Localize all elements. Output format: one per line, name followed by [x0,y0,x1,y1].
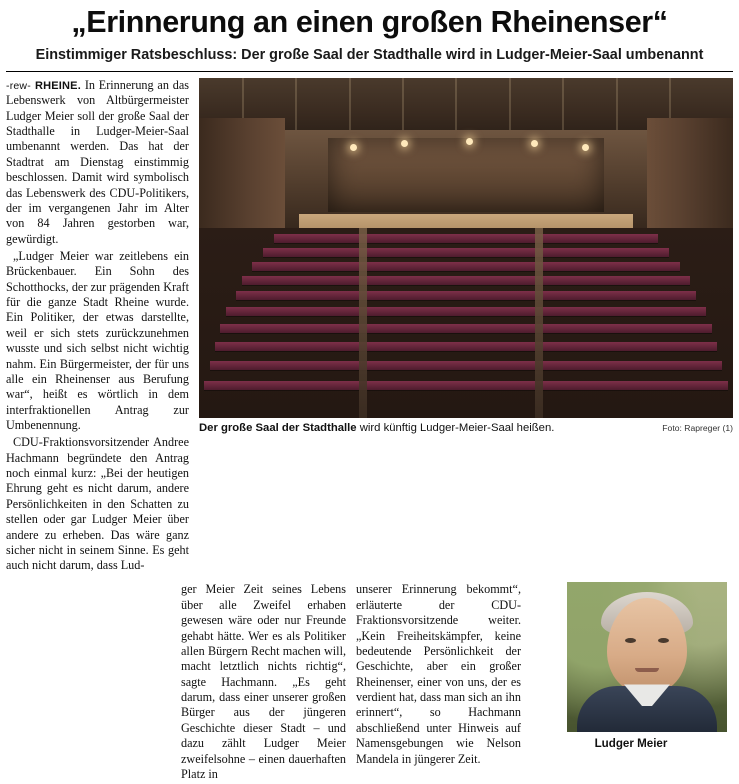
hall-photo-block [199,78,733,576]
article-column-2 [181,582,346,784]
paragraph: „Ludger Meier war zeitlebens ein Brückenbauer. Ein Sohn des Schotthocks, der zur prägenden Kraft für die ganze Stadt Rheine wurde. Ein Politiker, der etwas darstellte, weil er sich stets zurückzunehmen wusste und sich selbst nicht wichtig nahm. Ein Bürgermeister, der für uns alle ein Rheinenser aus Berufung war“, heißt es wörtlich in dem interfraktionellen Antrag zur Umbenennung. [6,248,189,433]
paragraph: unserer Erinnerung bekommt“, erläuterte der CDU-Fraktionsvorsitzende weiter. „Kein Freiheitskämpfer, keine bedeutende Persönlichkeit der Geschichte, aber ein großer Rheinenser, einer von uns, der es verdient hat, dass man sich an ihn erinnert“, so Hachmann abschließend unter Hinweis auf Namensgebungen wie Nelson Mandela in jüngerer Zeit. [356,582,521,766]
paragraph-text: In Erinnerung an das Lebenswerk von Altbürgermeister Ludger Meier soll der große Saal der Stadthalle in Ludger-Meier-Saal umbenannt werden. Das hat der Stadtrat am Dienstag einstimmig beschlossen. Damit wird symbolisch das Lebenswerk des CDU-Politikers, der im vergangenen Jahr im Alter von 84 Jahren gestorben war, gewürdigt. [6,77,189,246]
article-body-column-2 [181,582,346,782]
bottom-section [6,582,733,784]
article-body-column-3 [356,582,521,767]
portrait-head [607,598,687,694]
portrait-mouth [635,668,659,672]
seating-area [199,228,733,418]
photo-credit: Foto: Rapreger (1) [662,422,733,433]
stage-backdrop [328,138,603,212]
photo-caption-text [199,422,554,434]
dateline [6,80,81,92]
subheadline: Einstimmiger Ratsbeschluss: Der große Saal der Stadthalle wird in Ludger-Meier-Saal umbenannt [35,46,704,63]
article-column-3 [356,582,521,784]
article-column-1 [6,78,189,576]
paragraph: ger Meier Zeit seines Lebens über alle Zweifel erhaben gewesen wäre oder nur Freunde gehabt hätte. Wer es als Politiker allen Bürgern Recht machen will, macht letztlich nichts richtig“, sagte Hachmann. „Es geht darum, dass einer unserer großen Bürger aus der jüngeren Geschichte dieser Stadt – und dazu zählt Ludger Meier zweifelsohne – einen dauerhaften Platz in [181,582,346,781]
header-divider [6,71,733,72]
photo-caption-bold: Der große Saal der Stadthalle [199,421,357,434]
photo-caption [199,422,733,434]
portrait-block [531,582,733,784]
newspaper-page [0,5,739,781]
article-body-column-1 [6,78,189,574]
hall-photo-image [199,78,733,418]
dateline-place: RHEINE. [34,79,81,92]
portrait-caption: Ludger Meier [594,737,668,751]
top-section [6,78,733,576]
photo-caption-rest: wird künftig Ludger-Meier-Saal heißen. [356,421,555,434]
dateline-prefix: -rew- [6,79,31,92]
portrait-image [567,582,727,732]
page-title: „Erinnerung an einen großen Rheinenser“ [71,5,668,39]
paragraph: CDU-Fraktionsvorsitzender Andree Hachmann begründete den Antrag noch einmal kurz: „Bei der heutigen Ehrung geht es nicht darum, andere Persönlichkeiten in den Schatten zu stellen oder gar Ludger Meier über andere zu erheben. Das wäre ganz sicher nicht in seinem Sinne. Es geht auch nicht darum, dass Lud- [6,435,189,573]
paragraph-with-dateline [6,78,189,248]
